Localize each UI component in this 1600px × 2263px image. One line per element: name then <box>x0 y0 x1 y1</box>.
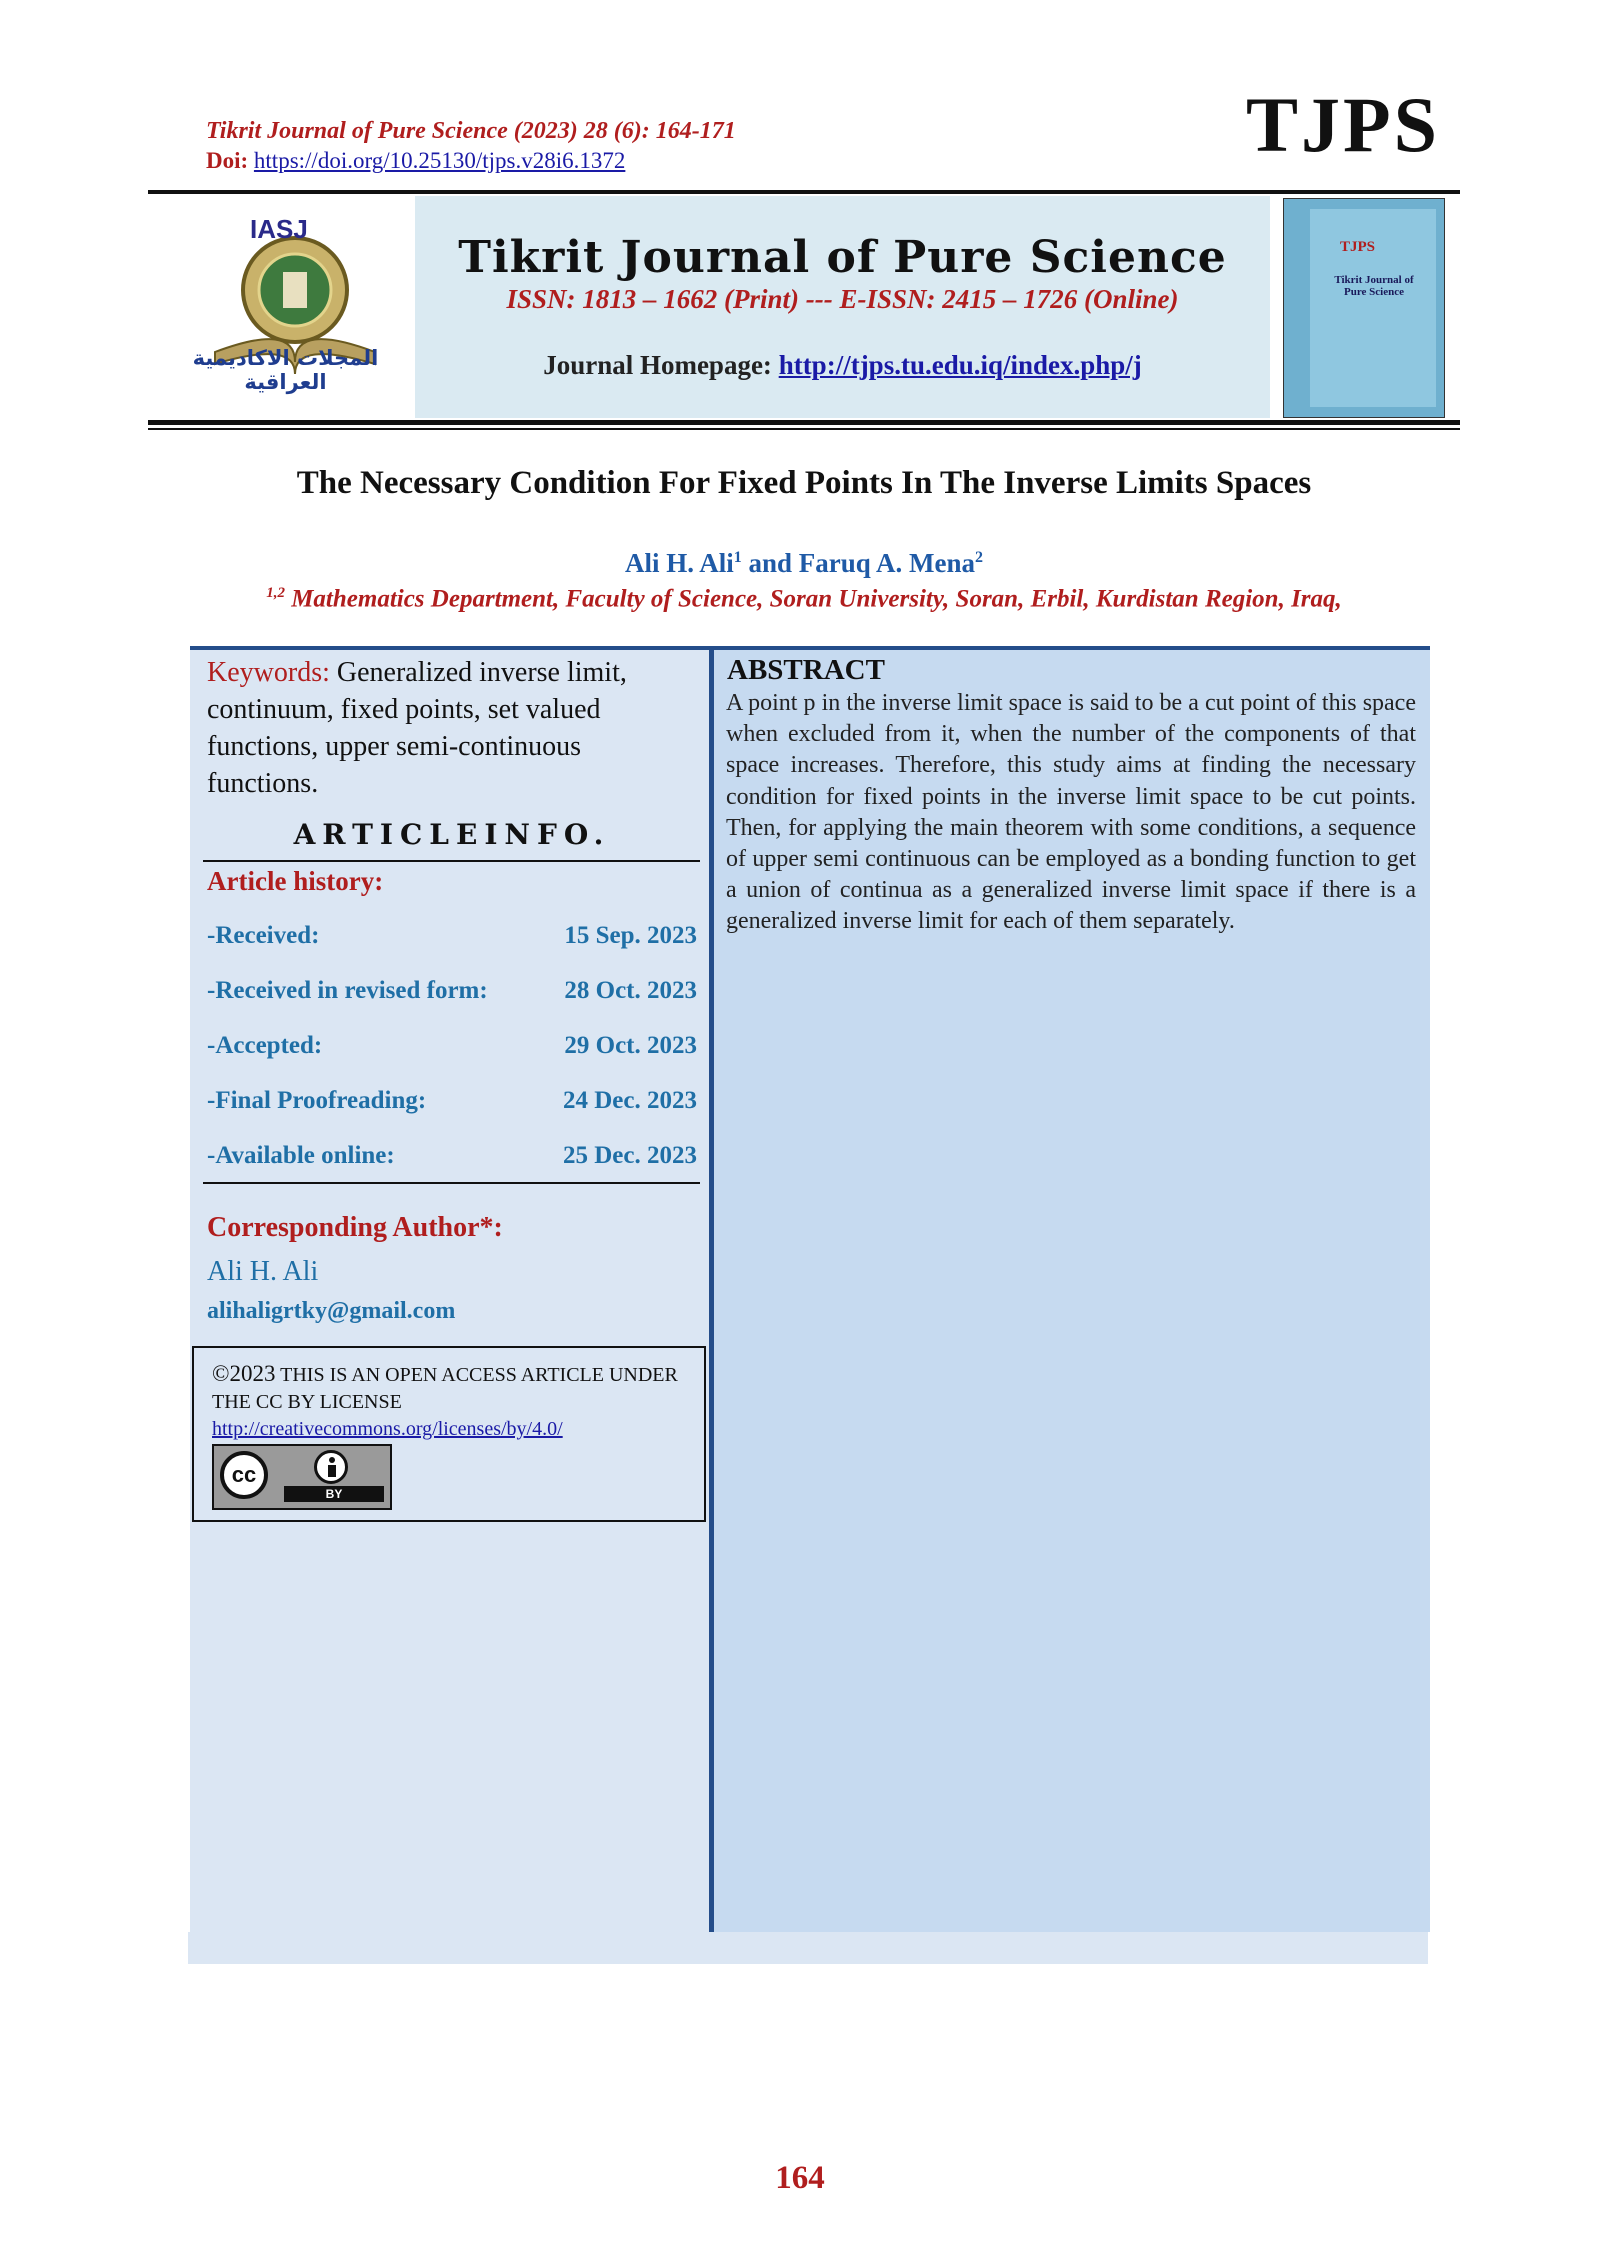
author-1: Ali H. Ali <box>624 548 734 578</box>
banner-rule-thin <box>148 428 1460 430</box>
authors-and: and <box>741 548 799 578</box>
corresponding-author-email[interactable]: alihaligrtky@gmail.com <box>207 1298 456 1324</box>
history-date: 25 Dec. 2023 <box>563 1142 697 1169</box>
keywords <box>207 654 697 802</box>
person-icon <box>314 1450 348 1484</box>
affiliation <box>148 585 1460 613</box>
author-2: Faruq A. Mena <box>798 548 976 578</box>
homepage-link[interactable]: http://tjps.tu.edu.iq/index.php/j <box>778 350 1142 380</box>
doi-line <box>206 148 625 174</box>
cc-by-badge[interactable] <box>212 1444 392 1510</box>
journal-citation: Tikrit Journal of Pure Science (2023) 28 (6): 164-171 <box>206 118 736 144</box>
history-rule <box>203 1182 700 1184</box>
abstract-heading: ABSTRACT <box>727 654 885 686</box>
journal-title: Tikrit Journal of Pure Science <box>458 232 1227 283</box>
homepage-label: Journal Homepage: <box>543 350 772 380</box>
page-number: 164 <box>775 2160 825 2196</box>
cc-icon: cc <box>220 1451 268 1499</box>
issn-line: ISSN: 1813 – 1662 (Print) --- E-ISSN: 2415 – 1726 (Online) <box>506 284 1179 314</box>
journal-cover-thumbnail <box>1283 198 1445 418</box>
homepage-line <box>415 350 1270 381</box>
history-label: -Received: <box>207 922 320 949</box>
article-info-rule <box>203 860 700 862</box>
history-date: 29 Oct. 2023 <box>564 1032 697 1059</box>
history-label: -Available online: <box>207 1142 395 1169</box>
person-icon-head <box>329 1457 335 1463</box>
author-1-sup: 1 <box>733 549 742 566</box>
cover-panel <box>1310 209 1436 407</box>
history-row <box>207 977 697 1005</box>
tjps-logo: TJPS <box>1245 81 1440 168</box>
doi-label: Doi: <box>206 148 249 173</box>
info-bottom-band <box>188 1932 1428 1964</box>
history-row <box>207 1087 697 1115</box>
author-2-sup: 2 <box>975 549 984 566</box>
corresponding-author-name: Ali H. Ali <box>207 1256 319 1287</box>
history-label: -Accepted: <box>207 1032 323 1059</box>
cover-tjps-label: TJPS <box>1340 239 1376 255</box>
license-link[interactable]: http://creativecommons.org/licenses/by/4.0/ <box>212 1418 563 1440</box>
history-row <box>207 922 697 950</box>
iasj-arabic-title: المجلات الاكاديمية العراقية <box>192 346 379 394</box>
banner-rule-thick <box>148 420 1460 425</box>
article-history-label: Article history: <box>207 866 384 896</box>
license-text <box>212 1360 692 1443</box>
by-label: BY <box>284 1486 384 1502</box>
doi-link[interactable]: https://doi.org/10.25130/tjps.v28i6.1372 <box>253 148 626 173</box>
affiliation-text: Mathematics Department, Faculty of Science, Soran University, Soran, Erbil, Kurdistan Region, Iraq, <box>284 585 1342 613</box>
history-row <box>207 1142 697 1170</box>
license-box <box>192 1346 706 1522</box>
history-date: 28 Oct. 2023 <box>564 977 697 1004</box>
abstract-text: A point p in the inverse limit space is said to be a cut point of this space when excluded from it, when the number of the components of that space increases. Therefore, this study aims at finding the necessary condition for fixed points in the inverse limit space to be cut points. Then, for applying the main theorem with some conditions, a sequence of upper semi continuous can be employed as a bonding function to get a union of continua as a generalized inverse limit space if there is a generalized inverse limit for each of them separately. <box>726 690 1416 935</box>
column-divider <box>709 650 714 1932</box>
history-label: -Final Proofreading: <box>207 1087 427 1114</box>
affiliation-sup: 1,2 <box>266 585 285 601</box>
authors-line <box>148 548 1460 579</box>
iasj-emblem-center <box>283 272 307 308</box>
license-year: ©2023 <box>212 1361 276 1386</box>
keywords-label: Keywords: <box>207 657 330 688</box>
paper-title: The Necessary Condition For Fixed Points In The Inverse Limits Spaces <box>296 465 1312 501</box>
by-icon <box>284 1450 384 1502</box>
license-statement: THIS IS AN OPEN ACCESS ARTICLE UNDER THE CC BY LICENSE <box>212 1364 678 1413</box>
person-icon-body <box>328 1465 336 1477</box>
keywords-text: Generalized inverse limit, continuum, fixed points, set valued functions, upper semi-continuous functions. <box>207 657 627 799</box>
cover-title: Tikrit Journal of Pure Science <box>1334 274 1414 298</box>
iasj-label: IASJ <box>250 214 308 244</box>
article-info-heading: ARTICLEINFO. <box>293 818 611 851</box>
corresponding-author-label: Corresponding Author*: <box>207 1212 503 1243</box>
history-date: 15 Sep. 2023 <box>564 922 697 949</box>
history-date: 24 Dec. 2023 <box>563 1087 697 1114</box>
history-label: -Received in revised form: <box>207 977 488 1004</box>
history-row <box>207 1032 697 1060</box>
